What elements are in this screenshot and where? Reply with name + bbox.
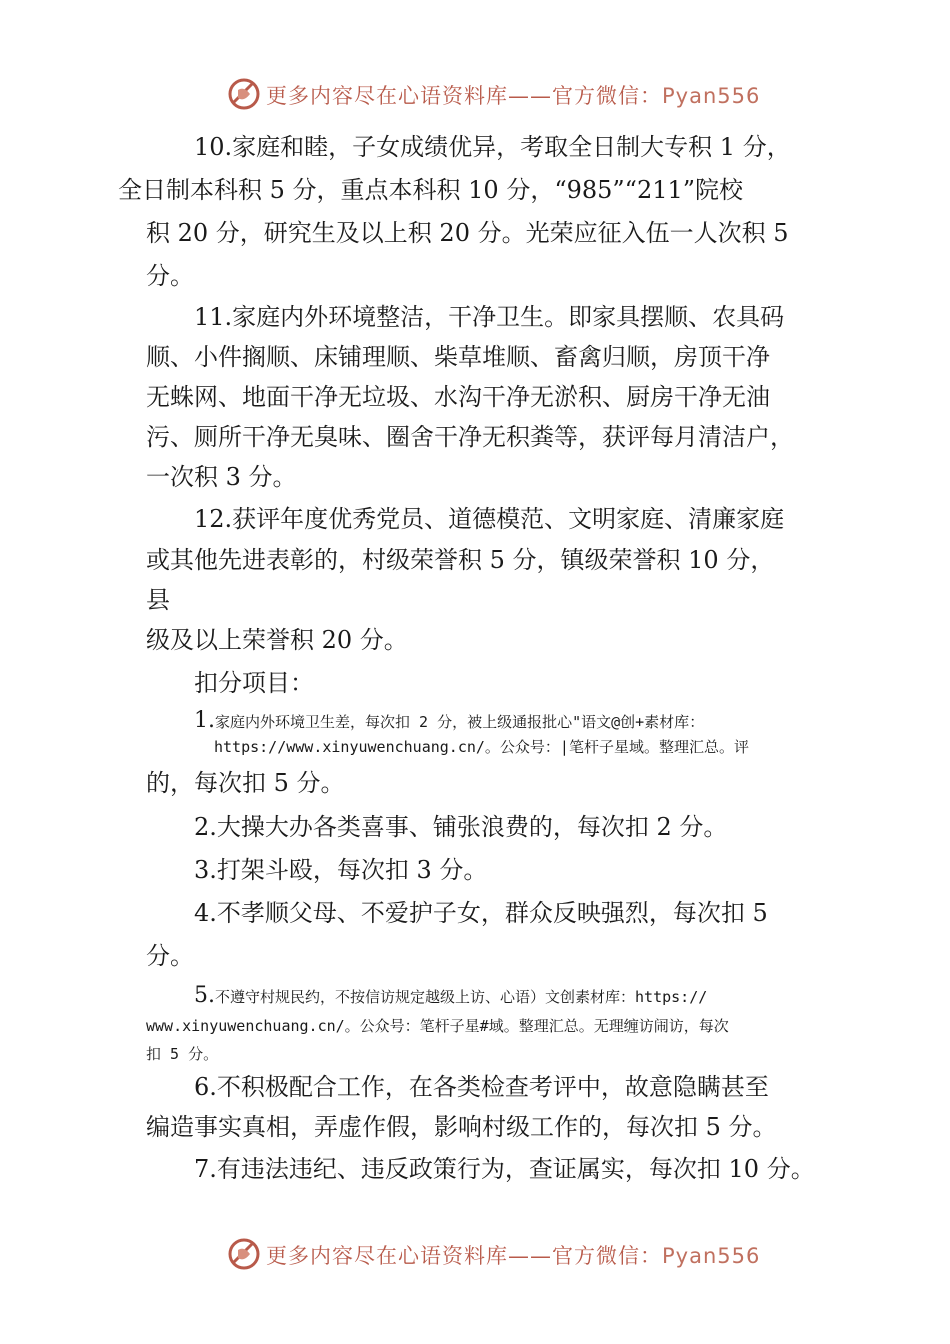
deduction-6-line-1: 6.不积极配合工作，在各类检查考评中，故意隐瞒甚至 <box>194 1073 769 1101</box>
deduction-heading: 扣分项目： <box>194 669 314 697</box>
deduction-4-line-1: 4.不孝顺父母、不爱护子女，群众反映强烈，每次扣 5 <box>194 899 768 927</box>
deduction-1-line-1: 1.家庭内外环境卫生差，每次扣 2 分，被上级通报批心"语文@创+素材库： <box>194 708 705 733</box>
deduction-1-line-3: 的，每次扣 5 分。 <box>146 769 345 797</box>
header-watermark-banner <box>0 74 950 114</box>
item-11-line-5: 一次积 3 分。 <box>146 463 297 491</box>
banner-text: 更多内容尽在心语资料库——官方微信：Pyan556 <box>266 1244 761 1268</box>
item-10-line-4: 分。 <box>146 262 194 290</box>
deduction-2: 2.大操大办各类喜事、铺张浪费的，每次扣 2 分。 <box>194 813 728 841</box>
item-12-line-1: 12.获评年度优秀党员、道德模范、文明家庭、清廉家庭 <box>194 505 785 533</box>
deduction-5-line-2: www.xinyuwenchuang.cn/。公众号：笔杆子星#域。整理汇总。无理缠访闹访，每次 <box>146 1017 729 1035</box>
item-11-line-3: 无蛛网、地面干净无垃圾、水沟干净无淤积、厨房干净无油 <box>146 383 770 411</box>
brand-logo-icon <box>226 76 262 112</box>
item-11-line-1: 11.家庭内外环境整洁，干净卫生。即家具摆顺、农具码 <box>194 303 785 331</box>
deduction-4-line-2: 分。 <box>146 942 194 970</box>
deduction-5-line-1: 5.不遵守村规民约，不按信访规定越级上访、心语）文创素材库：https:// <box>194 983 708 1008</box>
deduction-1-line-2: https://www.xinyuwenchuang.cn/。公众号：|笔杆子星域。整理汇总。评 <box>214 738 749 756</box>
brand-logo-icon <box>226 1236 262 1272</box>
item-10-line-1: 10.家庭和睦，子女成绩优异，考取全日制大专积 1 分， <box>194 133 791 161</box>
item-12-line-4: 级及以上荣誉积 20 分。 <box>146 626 408 654</box>
item-12-line-2: 或其他先进表彰的，村级荣誉积 5 分，镇级荣誉积 10 分， <box>146 546 775 574</box>
item-12-line-3: 县 <box>146 586 170 614</box>
footer-watermark-banner <box>0 1234 950 1274</box>
deduction-5-line-3: 扣 5 分。 <box>146 1045 219 1063</box>
item-10-line-3: 积 20 分，研究生及以上积 20 分。光荣应征入伍一人次积 5 <box>146 219 789 247</box>
deduction-7: 7.有违法违纪、违反政策行为，查证属实，每次扣 10 分。 <box>194 1155 815 1183</box>
item-11-line-2: 顺、小件搁顺、床铺理顺、柴草堆顺、畜禽归顺，房顶干净 <box>146 343 770 371</box>
item-11-line-4: 污、厕所干净无臭味、圈舍干净无积粪等，获评每月清洁户， <box>146 423 794 451</box>
banner-text: 更多内容尽在心语资料库——官方微信：Pyan556 <box>266 84 761 108</box>
deduction-3: 3.打架斗殴，每次扣 3 分。 <box>194 856 488 884</box>
deduction-6-line-2: 编造事实真相，弄虚作假，影响村级工作的，每次扣 5 分。 <box>146 1113 777 1141</box>
item-10-line-2: 全日制本科积 5 分，重点本科积 10 分，“985”“211”院校 <box>118 176 744 204</box>
